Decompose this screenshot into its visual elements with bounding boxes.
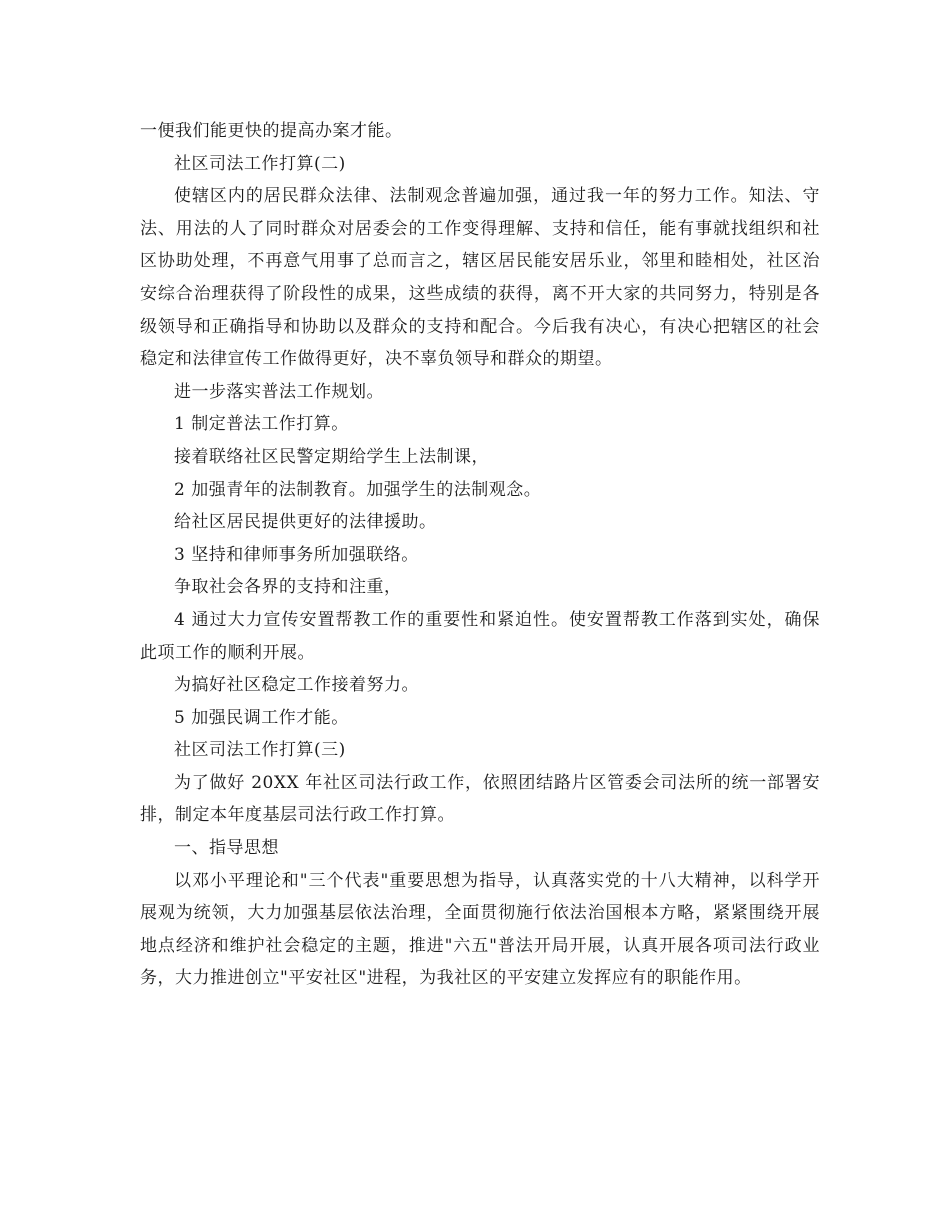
paragraph: 给社区居民提供更好的法律援助。	[174, 512, 437, 533]
paragraph: 为了做好 20XX 年社区司法行政工作，依照团结路片区管委会司法所的统一部署安排，制定本年度基层司法行政工作打算。	[140, 772, 820, 826]
paragraph: 争取社会各界的支持和注重，	[174, 577, 402, 598]
paragraph: 接着联络社区民警定期给学生上法制课，	[174, 446, 489, 467]
document-body	[140, 115, 820, 995]
section-heading-3: 社区司法工作打算(三)	[174, 740, 346, 761]
list-item: 2 加强青年的法制教育。加强学生的法制观念。	[174, 479, 542, 500]
list-item: 4 通过大力宣传安置帮教工作的重要性和紧迫性。使安置帮教工作落到实处，确保此项工作的顺利开展。	[140, 609, 820, 663]
paragraph: 为搞好社区稳定工作接着努力。	[174, 675, 419, 696]
paragraph: 使辖区内的居民群众法律、法制观念普遍加强，通过我一年的努力工作。知法、守法、用法的人了同时群众对居委会的工作变得理解、支持和信任，能有事就找组织和社区协助处理，不再意气用事了总而言之，辖区居民能安居乐业，邻里和睦相处，社区治安综合治理获得了阶段性的成果，这些成绩的获得，离不开大家的共同努力，特别是各级领导和正确指导和协助以及群众的支持和配合。今后我有决心，有决心把辖区的社会稳定和法律宣传工作做得更好，决不辜负领导和群众的期望。	[140, 186, 820, 370]
subsection-heading: 一、指导思想	[174, 838, 279, 859]
paragraph: 以邓小平理论和"三个代表"重要思想为指导，认真落实党的十八大精神，以科学开展观为统领，大力加强基层依法治理，全面贯彻施行依法治国根本方略，紧紧围绕开展地点经济和维护社会稳定的主题，推进"六五"普法开局开展，认真开展各项司法行政业务，大力推进创立"平安社区"进程，为我社区的平安建立发挥应有的职能作用。	[140, 870, 820, 989]
paragraph: 进一步落实普法工作规划。	[174, 381, 384, 402]
list-item: 1 制定普法工作打算。	[174, 414, 349, 435]
section-heading-2: 社区司法工作打算(二)	[174, 153, 346, 174]
list-item: 3 坚持和律师事务所加强联络。	[174, 544, 419, 565]
list-item: 5 加强民调工作才能。	[174, 707, 349, 728]
paragraph-continuation: 一便我们能更快的提高办案才能。	[140, 121, 403, 141]
